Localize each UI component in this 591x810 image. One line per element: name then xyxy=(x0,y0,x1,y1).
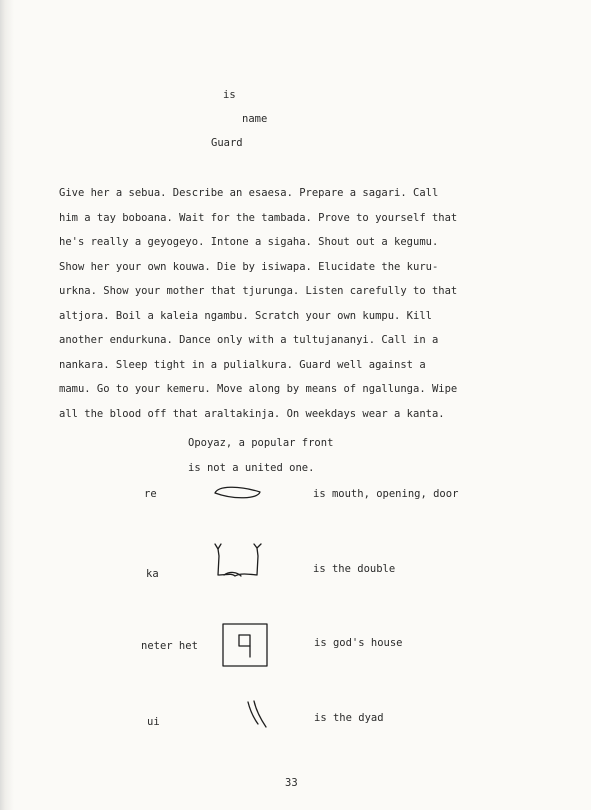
paragraph-line: Give her a sebua. Describe an esaesa. Prepare a sagari. Call xyxy=(59,187,439,199)
mouth-hieroglyph-icon xyxy=(212,483,264,503)
glossary-word: ui xyxy=(147,716,160,728)
glossary-meaning: is the dyad xyxy=(314,712,384,724)
paragraph-line: all the blood off that araltakinja. On weekdays wear a kanta. xyxy=(59,407,445,420)
couplet-line-1: Opoyaz, a popular front xyxy=(188,437,334,449)
paragraph-line: another endurkuna. Dance only with a tultujananyi. Call in a xyxy=(59,334,439,346)
glossary-word: neter het xyxy=(141,640,198,652)
glossary-word: re xyxy=(144,488,157,500)
glossary-meaning: is mouth, opening, door xyxy=(313,488,459,500)
glossary-meaning: is god's house xyxy=(314,637,403,649)
paragraph-line: him a tay boboana. Wait for the tambada. Prove to yourself that xyxy=(59,211,458,224)
paragraph-line: he's really a geyogeyo. Intone a sigaha. Shout out a kegumu. xyxy=(59,236,439,248)
god-house-hieroglyph-icon xyxy=(221,622,271,670)
paragraph-line: mamu. Go to your kemeru. Move along by means of ngallunga. Wipe xyxy=(59,383,458,395)
paragraph-line: nankara. Sleep tight in a pulialkura. Guard well against a xyxy=(59,358,426,371)
header-word-name: name xyxy=(242,113,268,125)
paragraph-line: Show her your own kouwa. Die by isiwapa. Elucidate the kuru- xyxy=(59,260,439,273)
ka-arms-hieroglyph-icon xyxy=(210,540,264,580)
couplet-line-2: is not a united one. xyxy=(188,462,315,474)
paragraph-line: urkna. Show your mother that tjurunga. Listen carefully to that xyxy=(59,285,458,297)
header-word-is: is xyxy=(223,89,236,101)
body-paragraph xyxy=(59,181,529,426)
glossary-meaning: is the double xyxy=(313,563,396,575)
paragraph-line: altjora. Boil a kaleia ngambu. Scratch your own kumpu. Kill xyxy=(59,309,432,322)
header-word-guard: Guard xyxy=(211,137,243,149)
page-number: 33 xyxy=(285,777,298,789)
glossary-word: ka xyxy=(146,568,159,580)
dyad-strokes-hieroglyph-icon xyxy=(244,699,270,731)
